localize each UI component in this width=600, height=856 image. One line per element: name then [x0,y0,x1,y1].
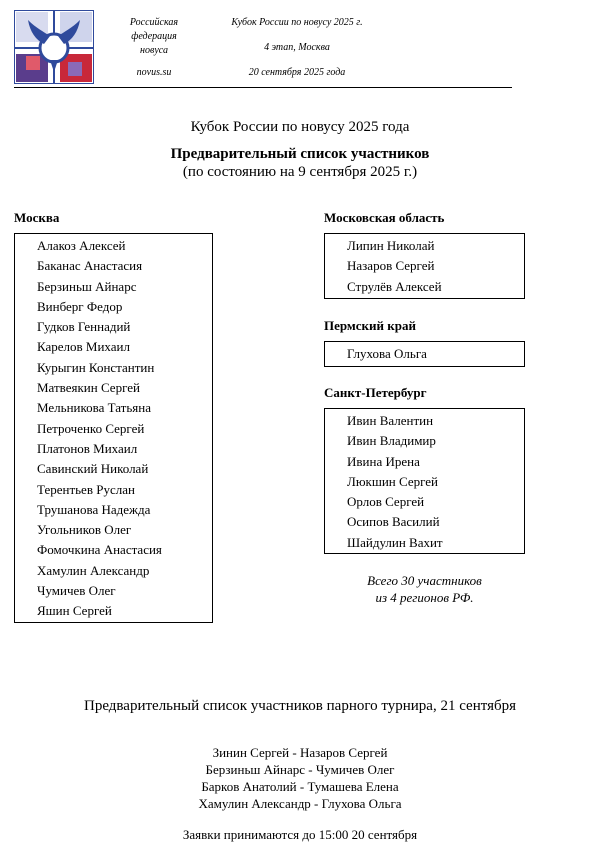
region-perm-heading: Пермский край [324,318,416,333]
list-item: Хамулин Александр [37,562,150,578]
federation-logo [14,10,94,84]
list-item: Баканас Анастасия [37,258,143,274]
region-spb-list [324,408,525,554]
list-item: Петроченко Сергей [37,420,145,436]
list-item: Люкшин Сергей [347,473,439,489]
list-as-of: (по состоянию на 9 сентября 2025 г.) [182,164,418,180]
pairs-title: Предварительный список участников парного турнира, 21 сентября [83,698,517,714]
list-item: Гудков Геннадий [37,319,131,335]
list-item: Курыгин Константин [37,359,155,375]
list-item: Угольников Олег [37,522,132,538]
list-item: Назаров Сергей [347,258,435,274]
list-item: Ивина Ирена [347,453,420,469]
org-name-line: федерация [131,31,177,42]
list-item: Липин Николай [347,238,435,253]
list-item: Берзиньш Айнарс [37,278,137,294]
list-item: Алакоз Алексей [37,238,126,253]
region-moscow-list [14,233,213,623]
list-item: Орлов Сергей [347,494,425,510]
event-date: 20 сентября 2025 года [248,67,346,78]
event-name: Кубок России по новусу 2025 г. [231,17,363,28]
summary-line: Всего 30 участников [367,573,482,588]
list-item: Мельникова Татьяна [37,400,151,416]
list-item: Чумичев Олег [37,583,116,599]
list-item: Терентьев Руслан [37,481,135,497]
pairs-list [0,744,600,812]
event-stage: 4 этап, Москва [264,42,330,53]
org-name-line: Российская [129,17,179,28]
org-name-line: новуса [140,45,168,56]
list-item: Трушанова Надежда [37,501,151,517]
list-item: Глухова Ольга [347,346,427,361]
list-item: Савинский Николай [37,461,149,477]
list-item: Ивин Владимир [347,433,436,449]
list-item: Винберг Федор [37,298,123,314]
entry-deadline: Заявки принимаются до 15:00 20 сентября [182,827,418,842]
list-item: Матвеякин Сергей [37,380,140,396]
site-link[interactable]: novus.su [136,67,172,78]
org-name [118,16,190,58]
list-item: Фомочкина Анастасия [37,542,162,558]
list-item: Яшин Сергей [37,603,112,619]
list-item: Струлёв Алексей [347,278,442,294]
region-moscow-heading: Москва [14,210,60,225]
cup-title: Кубок России по новусу 2025 года [190,119,410,135]
header-divider [14,87,512,88]
list-item: Осипов Василий [347,514,440,530]
pair-item: Берзиньш Айнарс - Чумичев Олег [205,762,395,777]
list-item: Шайдулин Вахит [347,534,443,550]
region-moscow-oblast-heading: Московская область [324,210,445,225]
region-spb-heading: Санкт-Петербург [324,385,427,400]
list-item: Карелов Михаил [37,339,130,355]
pair-item: Зинин Сергей - Назаров Сергей [212,745,388,760]
pair-item: Хамулин Александр - Глухова Ольга [198,796,402,811]
region-moscow-oblast-list [324,233,525,299]
list-item: Платонов Михаил [37,440,138,456]
pair-item: Барков Анатолий - Тумашева Елена [201,779,399,794]
summary-line: из 4 регионов РФ. [375,590,474,605]
list-item: Ивин Валентин [347,413,434,428]
region-perm-list [324,341,525,367]
participants-summary [324,572,525,606]
list-title: Предварительный список участников [170,146,430,162]
